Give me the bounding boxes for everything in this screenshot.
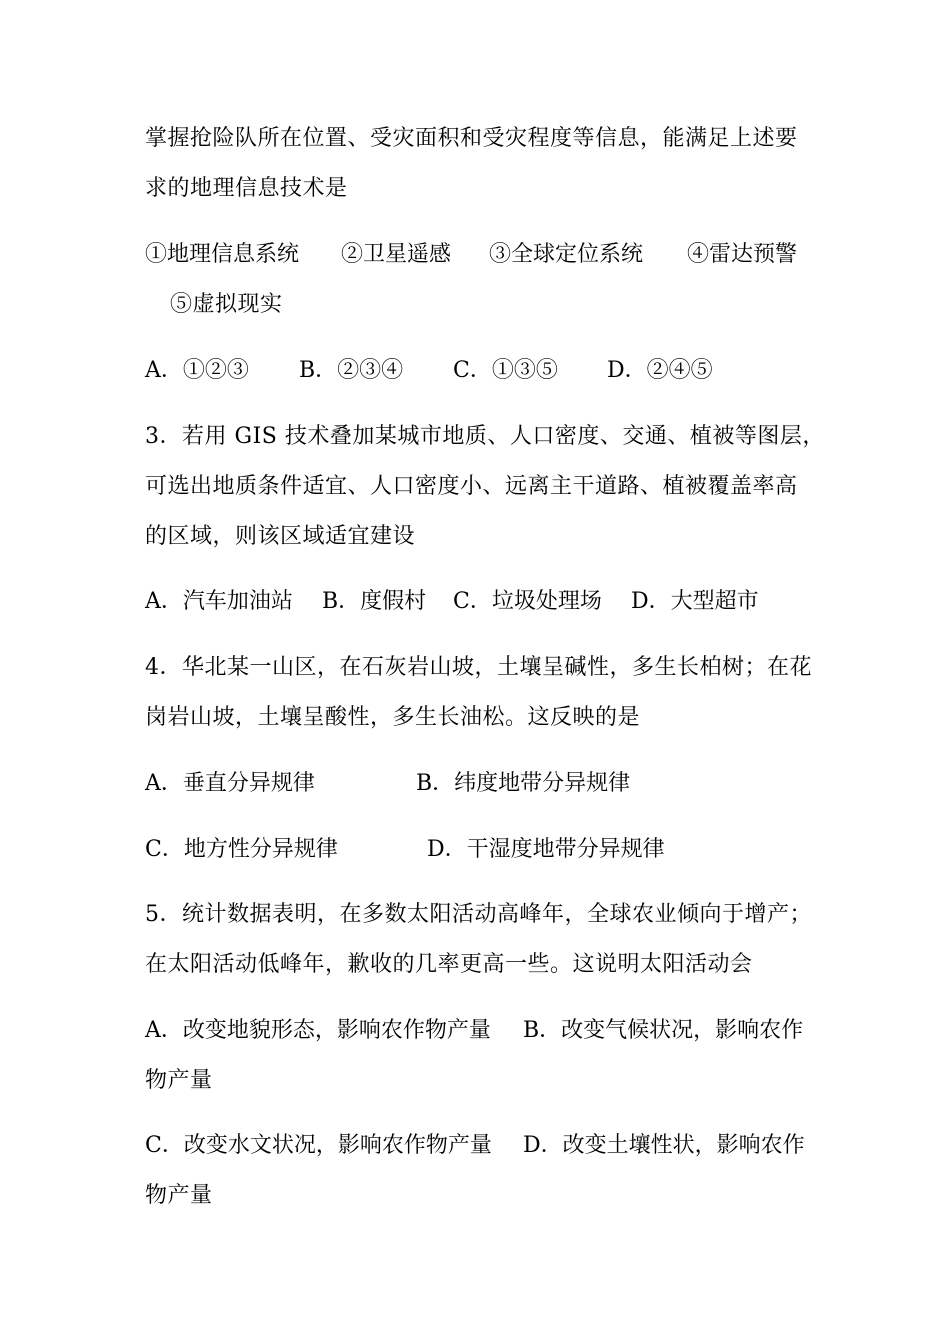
q5-option-d: D．改变土壤性状，影响农作 bbox=[523, 1133, 805, 1158]
q2-item-5: ⑤虚拟现实 bbox=[170, 292, 283, 317]
q3-option-b: B．度假村 bbox=[322, 589, 427, 614]
q4-option-d: D．干湿度地带分异规律 bbox=[427, 837, 665, 862]
q4-stem-line-1: 4．华北某一山区，在石灰岩山坡，土壤呈碱性，多生长柏树；在花 bbox=[145, 655, 812, 680]
q3-option-c: C．垃圾处理场 bbox=[453, 589, 602, 614]
q4-stem-line-2: 岗岩山坡，土壤呈酸性，多生长油松。这反映的是 bbox=[145, 705, 641, 730]
q2-option-d: D．②④⑤ bbox=[607, 358, 713, 383]
q5-stem-line-1: 5．统计数据表明，在多数太阳活动高峰年，全球农业倾向于增产； bbox=[145, 902, 812, 927]
q3-stem-line-2: 可选出地质条件适宜、人口密度小、远离主干道路、植被覆盖率高 bbox=[145, 474, 798, 499]
q2-option-b: B．②③④ bbox=[299, 358, 404, 383]
q3-stem-line-1: 3．若用 GIS 技术叠加某城市地质、人口密度、交通、植被等图层， bbox=[145, 424, 825, 449]
q5-option-b-cont: 物产量 bbox=[145, 1068, 213, 1093]
q2-option-a: A．①②③ bbox=[145, 358, 249, 383]
q3-option-a: A．汽车加油站 bbox=[145, 589, 293, 614]
q2-item-2: ②卫星遥感 bbox=[341, 242, 452, 267]
q5-stem-line-2: 在太阳活动低峰年，歉收的几率更高一些。这说明太阳活动会 bbox=[145, 952, 753, 977]
q2-stem-line-1: 掌握抢险队所在位置、受灾面积和受灾程度等信息，能满足上述要 bbox=[145, 126, 798, 151]
q5-option-c: C．改变水文状况，影响农作物产量 bbox=[145, 1133, 492, 1158]
q2-item-3: ③全球定位系统 bbox=[489, 242, 644, 267]
q2-option-c: C．①③⑤ bbox=[453, 358, 558, 383]
q3-option-d: D．大型超市 bbox=[631, 589, 759, 614]
q2-item-4: ④雷达预警 bbox=[687, 242, 798, 267]
q2-stem-line-2: 求的地理信息技术是 bbox=[145, 176, 348, 201]
q5-option-b: B．改变气候状况，影响农作 bbox=[523, 1018, 804, 1043]
q4-option-c: C．地方性分异规律 bbox=[145, 837, 338, 862]
q2-item-1: ①地理信息系统 bbox=[145, 242, 300, 267]
q4-option-b: B．纬度地带分异规律 bbox=[416, 771, 631, 796]
q5-option-d-cont: 物产量 bbox=[145, 1183, 213, 1208]
q4-option-a: A．垂直分异规律 bbox=[145, 771, 315, 796]
q5-option-a: A．改变地貌形态，影响农作物产量 bbox=[145, 1018, 491, 1043]
q3-stem-line-3: 的区域，则该区域适宜建设 bbox=[145, 524, 416, 549]
